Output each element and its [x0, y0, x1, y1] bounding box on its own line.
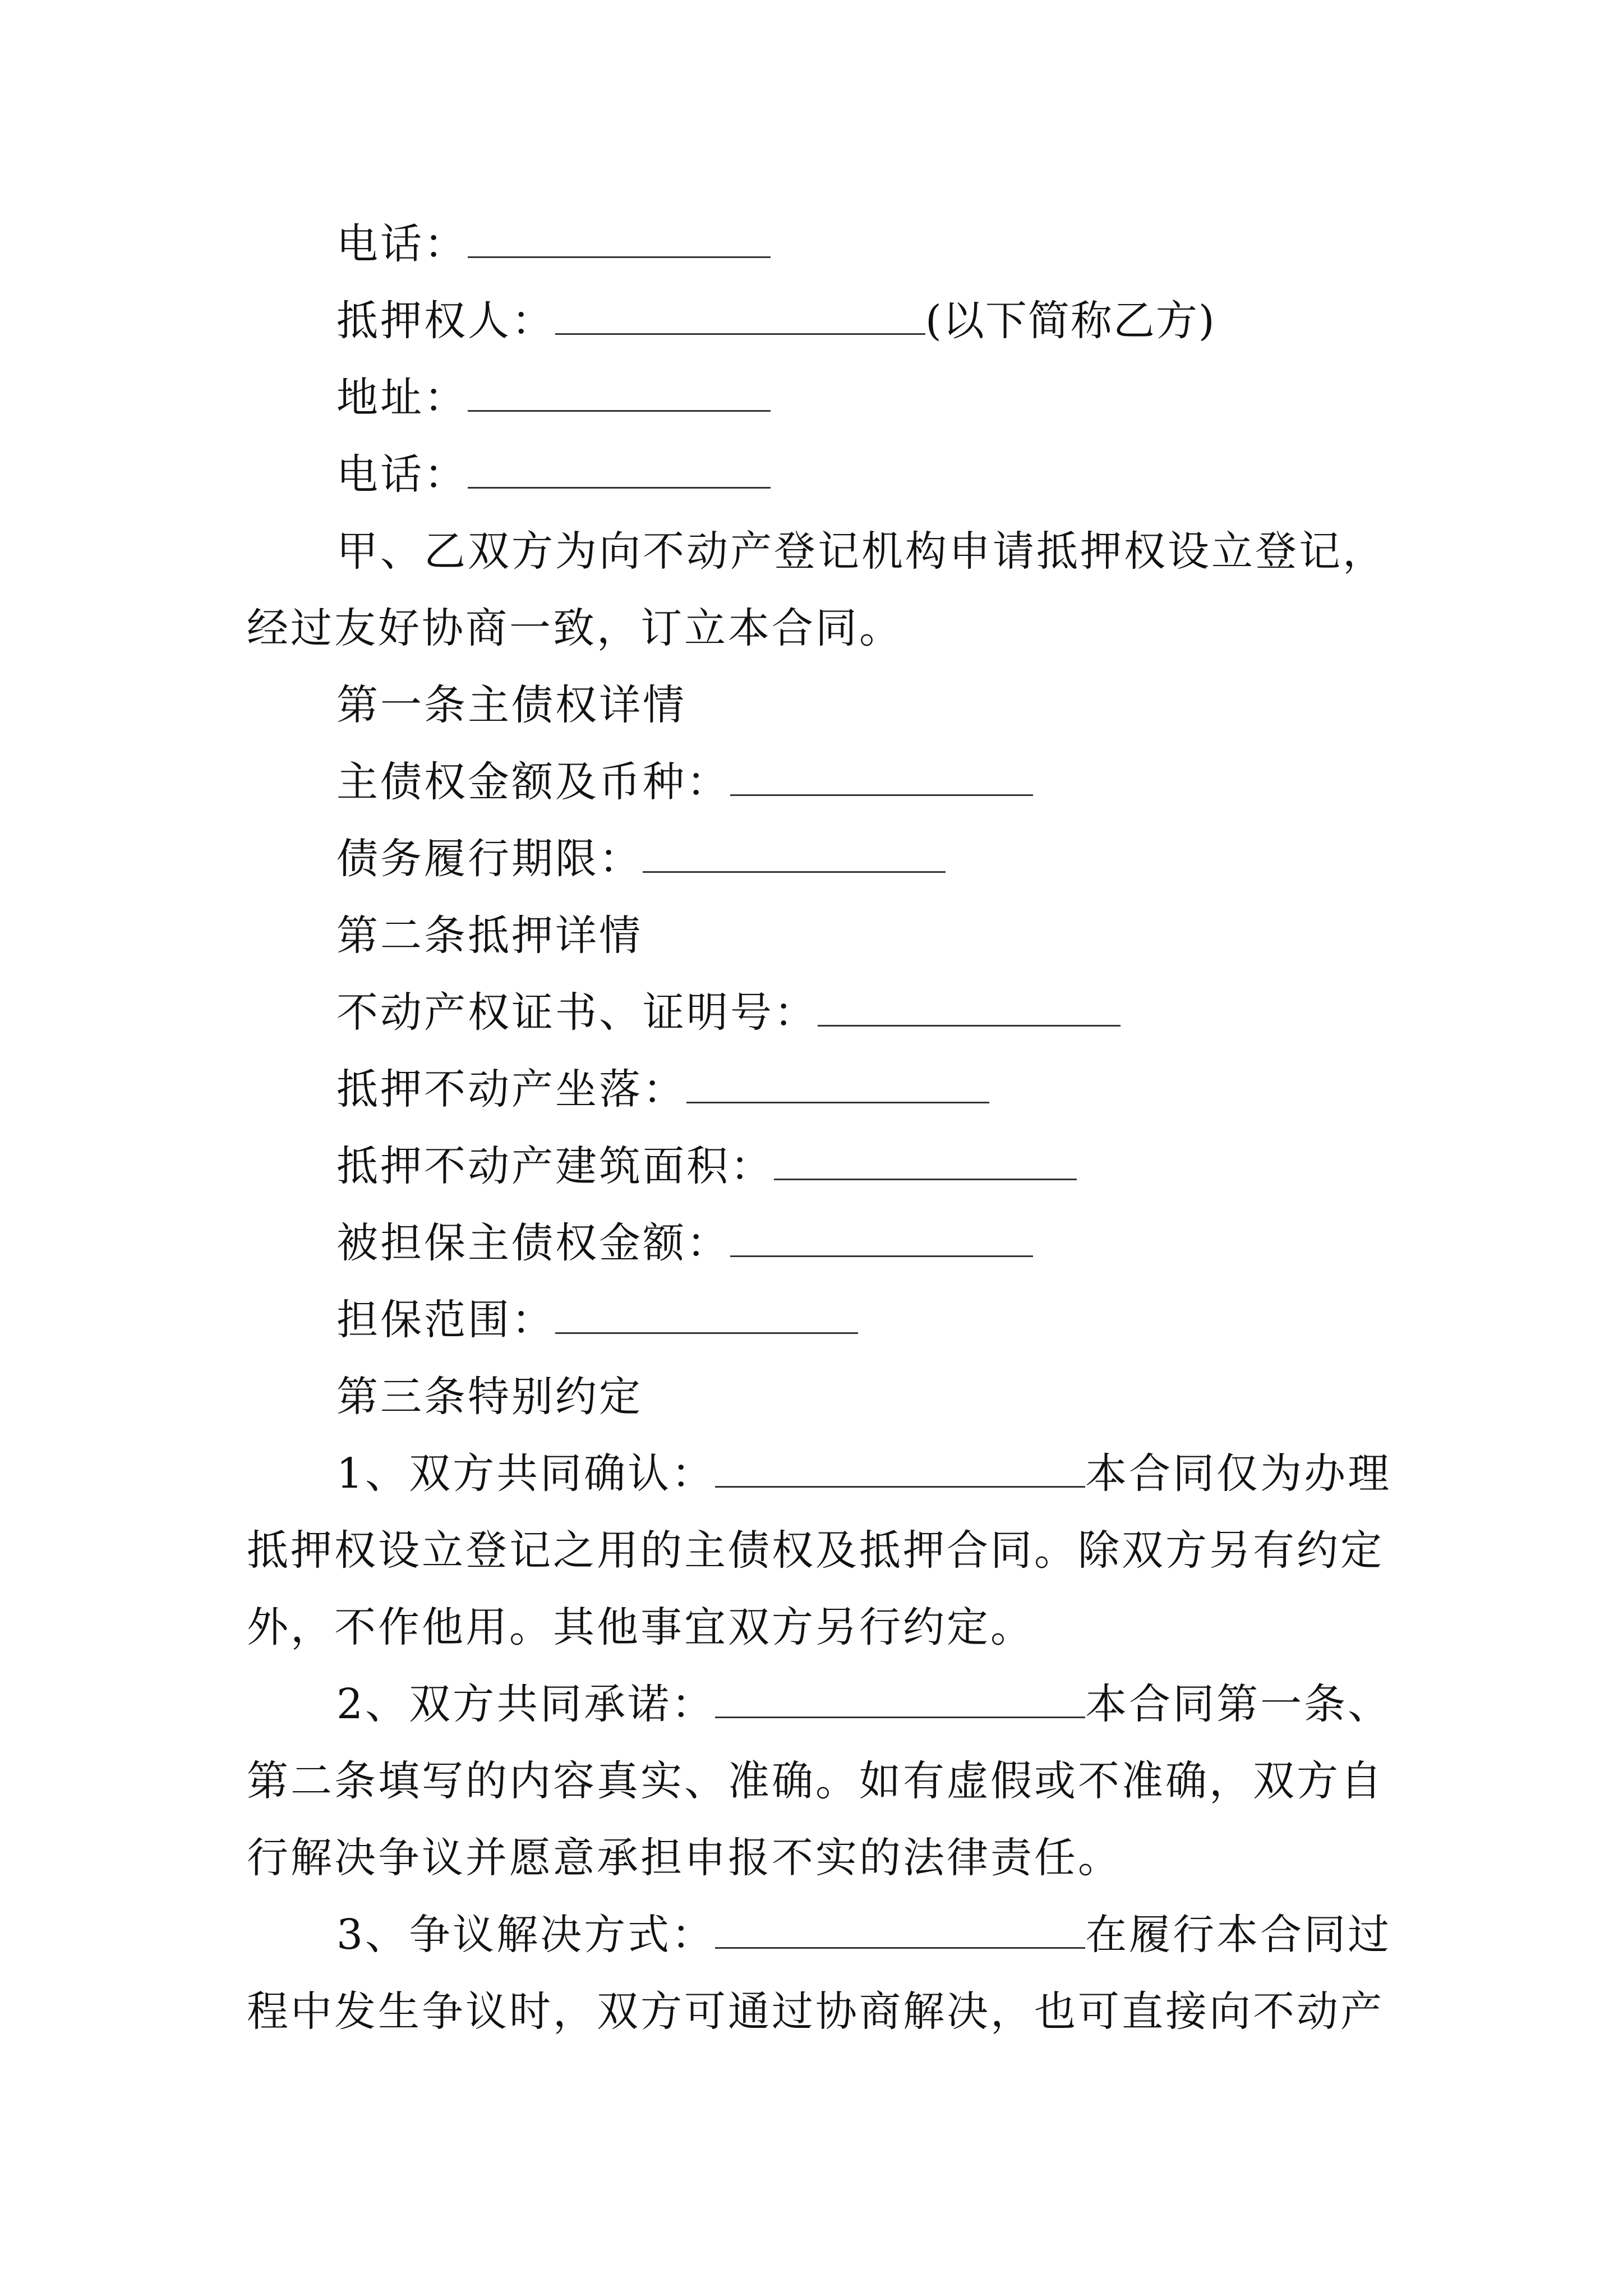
intro-line-2: 经过友好协商一致，订立本合同。 — [247, 604, 903, 652]
clause3-rest: 在履行本合同过 — [1085, 1911, 1392, 1959]
mortgagee-address-label: 地址： — [336, 374, 468, 422]
clause1-line-3: 外，不作他用。其他事宜双方另行约定。 — [247, 1603, 1034, 1651]
mortgagor-phone-blank[interactable] — [468, 220, 771, 258]
certificate-blank[interactable] — [818, 989, 1121, 1027]
clause2-line-3: 行解决争议并愿意承担申报不实的法律责任。 — [247, 1834, 1122, 1882]
clause3-prefix: 3、争议解决方式： — [336, 1911, 716, 1959]
location-row — [336, 1061, 989, 1117]
mortgagee-name-blank[interactable] — [555, 297, 925, 335]
floor-area-label: 抵押不动产建筑面积： — [336, 1142, 774, 1190]
mortgagee-address-blank[interactable] — [468, 374, 771, 412]
location-blank[interactable] — [686, 1066, 989, 1103]
guarantee-scope-label: 担保范围： — [336, 1296, 555, 1344]
clause3-line-2: 程中发生争议时，双方可通过协商解决，也可直接向不动产 — [247, 1987, 1384, 2036]
mortgagee-phone-row — [336, 447, 771, 503]
secured-amount-row — [336, 1215, 1033, 1271]
certificate-label: 不动产权证书、证明号： — [336, 988, 818, 1037]
mortgagee-suffix: (以下简称乙方) — [925, 297, 1216, 345]
location-label: 抵押不动产坐落： — [336, 1065, 686, 1114]
mortgagor-phone-row — [336, 216, 771, 272]
clause2-blank[interactable] — [715, 1681, 1085, 1718]
clause2-prefix: 2、双方共同承诺： — [336, 1680, 716, 1728]
clause1-line-2: 抵押权设立登记之用的主债权及抵押合同。除双方另有约定 — [247, 1526, 1384, 1575]
mortgagee-label: 抵押权人： — [336, 297, 555, 345]
secured-amount-label: 被担保主债权金额： — [336, 1219, 730, 1267]
clause1-rest: 本合同仅为办理 — [1085, 1450, 1392, 1498]
principal-amount-blank[interactable] — [730, 758, 1033, 796]
article1-title: 第一条主债权详情 — [336, 681, 686, 729]
principal-amount-row — [336, 754, 1033, 810]
guarantee-scope-row — [336, 1292, 858, 1348]
debt-term-label: 债务履行期限： — [336, 835, 643, 883]
principal-amount-label: 主债权金额及币种： — [336, 758, 730, 806]
intro-line-1: 甲、乙双方为向不动产登记机构申请抵押权设立登记， — [336, 527, 1386, 576]
mortgagee-address-row — [336, 370, 771, 426]
clause1-prefix: 1、双方共同确认： — [336, 1450, 716, 1498]
debt-term-row — [336, 831, 946, 887]
article2-title: 第二条抵押详情 — [336, 912, 643, 960]
mortgagee-phone-label: 电话： — [336, 450, 468, 499]
certificate-row — [336, 984, 1121, 1041]
mortgagee-phone-blank[interactable] — [468, 451, 771, 489]
clause1-line-1 — [336, 1446, 1391, 1502]
clause2-line-2: 第二条填写的内容真实、准确。如有虚假或不准确，双方自 — [247, 1757, 1384, 1805]
clause3-line-1 — [336, 1907, 1391, 1963]
article3-title: 第三条特别约定 — [336, 1373, 643, 1421]
guarantee-scope-blank[interactable] — [555, 1296, 858, 1334]
clause1-blank[interactable] — [715, 1450, 1085, 1488]
debt-term-blank[interactable] — [643, 835, 946, 873]
floor-area-row — [336, 1138, 1077, 1194]
floor-area-blank[interactable] — [774, 1143, 1077, 1180]
mortgagor-phone-label: 电话： — [336, 220, 468, 268]
clause3-blank[interactable] — [715, 1911, 1085, 1949]
clause2-rest: 本合同第一条、 — [1085, 1680, 1392, 1728]
mortgagee-row — [336, 293, 1216, 349]
clause2-line-1 — [336, 1676, 1391, 1732]
secured-amount-blank[interactable] — [730, 1220, 1033, 1257]
